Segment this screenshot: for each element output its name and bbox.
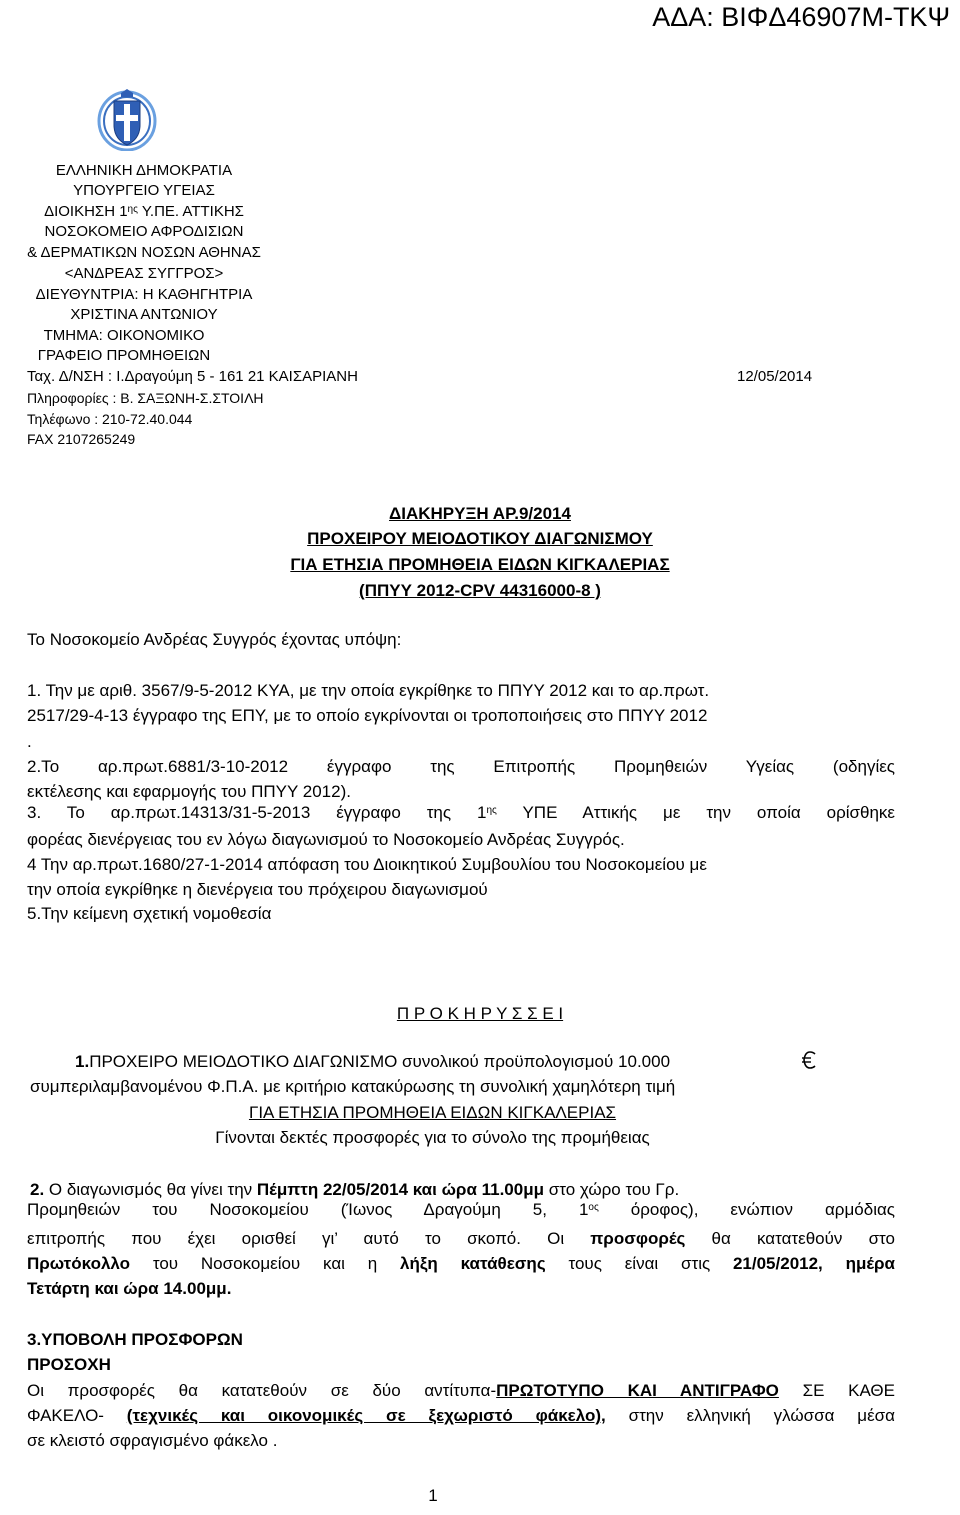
header-phone: Τηλέφωνο : 210-72.40.044: [27, 411, 193, 427]
consideration-4-line1: 4 Την αρ.πρωτ.1680/27-1-2014 απόφαση του Διοικητικού Συμβουλίου του Νοσοκομείου με: [27, 855, 707, 874]
header-date: 12/05/2014: [737, 368, 813, 385]
header-office: ΓΡΑΦΕΙΟ ΠΡΟΜΗΘΕΙΩΝ: [37, 347, 211, 364]
euro-sign-icon: [801, 1050, 833, 1074]
section2-line1: 2. Ο διαγωνισμός θα γίνει την Πέμπτη 22/05/2014 και ώρα 11.00μμ στο χώρο του Γρ.: [30, 1180, 680, 1199]
section2-line2: Προμηθειών του Νοσοκομείου (Ίωνος Δραγούμη 5, $1^{o\varsigma}$ όροφος), ενώπιον αρμόδιας: [27, 1200, 895, 1219]
consideration-4-line2: την οποία εγκρίθηκε η διενέργεια του πρόχειρου διαγωνισμού: [27, 880, 488, 899]
page-number: 1: [428, 1486, 438, 1505]
consideration-1-line2: 2517/29-4-13 έγγραφο της ΕΠΥ, με το οποίο εγκρίνονται οι τροποποιήσεις στο ΠΠΥΥ 2012: [27, 706, 708, 725]
section3-attention: ΠΡΟΣΟΧΗ: [27, 1355, 111, 1374]
proclaims-heading: Π Ρ Ο Κ Η Ρ Υ Σ Σ Ε Ι: [396, 1004, 564, 1023]
section1-line2: συμπεριλαμβανομένου Φ.Π.Α. με κριτήριο κατακύρωσης τη συνολική χαμηλότερη τιμή: [30, 1077, 676, 1096]
consideration-1-line1: 1. Την με αριθ. 3567/9-5-2012 ΚΥΑ, με την οποία εγκρίθηκε το ΠΠΥΥ 2012 και το αρ.πρωτ.: [27, 681, 710, 700]
header-director-name: ΧΡΙΣΤΙΝΑ ΑΝΤΩΝΙΟΥ: [70, 306, 218, 323]
header-department: ΤΜΗΜΑ: ΟΙΚΟΝΟΜΙΚΟ: [43, 327, 205, 344]
header-republic: ΕΛΛΗΝΙΚΗ ΔΗΜΟΚΡΑΤΙΑ: [55, 162, 233, 179]
intro-text: Το Νοσοκομείο Ανδρέας Συγγρός έχοντας υπόψη:: [27, 630, 402, 649]
consideration-5: 5.Την κείμενη σχετική νομοθεσία: [27, 904, 272, 923]
title-line4: (ΠΠΥΥ 2012-CPV 44316000-8 ): [359, 581, 601, 600]
ada-code: ΑΔΑ: ΒΙΦΔ46907Μ-ΤΚΨ: [652, 2, 950, 32]
header-ministry: ΥΠΟΥΡΓΕΙΟ ΥΓΕΙΑΣ: [73, 182, 215, 199]
title-line1: ΔΙΑΚΗΡΥΞΗ ΑΡ.9/2014: [389, 504, 571, 523]
section2-line4: Πρωτόκολλο του Νοσοκομείου και η λήξη κατάθεσης τους είναι στις 21/05/2012, ημέρα: [27, 1254, 896, 1273]
section1-line4: Γίνονται δεκτές προσφορές για το σύνολο της προμήθειας: [215, 1128, 650, 1147]
section1-line3: ΓΙΑ ΕΤΗΣΙΑ ΠΡΟΜΗΘΕΙΑ ΕΙΔΩΝ ΚΙΓΚΑΛΕΡΙΑΣ: [248, 1103, 617, 1122]
section1-line1: 1.ΠΡΟΧΕΙΡΟ ΜΕΙΟΔΟΤΙΚΟ ΔΙΑΓΩΝΙΣΜΟ συνολικού προϋπολογισμού 10.000: [75, 1052, 671, 1071]
title-line2: ΠΡΟΧΕΙΡΟΥ ΜΕΙΟΔΟΤΙΚΟΥ ΔΙΑΓΩΝΙΣΜΟΥ: [307, 529, 653, 548]
consideration-3-line1: 3. Το αρ.πρωτ.14313/31-5-2013 έγγραφο της $1^{\eta\varsigma}$ ΥΠΕ Αττικής με την οποία ορίσθηκε: [27, 803, 895, 822]
greek-coat-of-arms-icon: [97, 87, 157, 151]
consideration-1-line3: .: [27, 732, 32, 751]
header-administration: ΔΙΟΙΚΗΣΗ $1^{\eta\varsigma}$ Υ.ΠΕ. ΑΤΤΙΚΗΣ: [44, 203, 244, 220]
header-fax: FAX 2107265249: [27, 431, 136, 447]
consideration-2-line2: εκτέλεσης και εφαρμογής του ΠΠΥΥ 2012).: [27, 782, 351, 801]
header-hospital-name: <ΑΝΔΡΕΑΣ ΣΥΓΓΡΟΣ>: [64, 265, 224, 282]
section2-line5: Τετάρτη και ώρα 14.00μμ.: [27, 1279, 232, 1298]
title-line3: ΓΙΑ ΕΤΗΣΙΑ ΠΡΟΜΗΘΕΙΑ ΕΙΔΩΝ ΚΙΓΚΑΛΕΡΙΑΣ: [290, 555, 670, 574]
header-address: Ταχ. Δ/ΝΣΗ : Ι.Δραγούμη 5 - 161 21 ΚΑΙΣΑΡΙΑΝΗ: [27, 368, 358, 385]
header-hospital-line1: ΝΟΣΟΚΟΜΕΙΟ ΑΦΡΟΔΙΣΙΩΝ: [44, 223, 244, 240]
consideration-3-line2: φορέας διενέργειας του εν λόγω διαγωνισμού το Νοσοκομείο Ανδρέας Συγγρός.: [27, 830, 625, 849]
section3-line3: σε κλειστό σφραγισμένο φάκελο .: [27, 1431, 278, 1450]
section2-line3: επιτροπής που έχει ορισθεί γι’ αυτό το σκοπό. Οι προσφορές θα κατατεθούν στο: [27, 1229, 895, 1248]
header-director-title: ΔΙΕΥΘΥΝΤΡΙΑ: Η ΚΑΘΗΓΗΤΡΙΑ: [35, 286, 253, 303]
header-hospital-line2: & ΔΕΡΜΑΤΙΚΩΝ ΝΟΣΩΝ ΑΘΗΝΑΣ: [27, 244, 261, 261]
section3-line1: Οι προσφορές θα κατατεθούν σε δύο αντίτυπα-ΠΡΩΤΟΤΥΠΟ ΚΑΙ ΑΝΤΙΓΡΑΦΟ ΣΕ ΚΑΘΕ: [27, 1381, 895, 1400]
consideration-2-line1: 2.Το αρ.πρωτ.6881/3-10-2012 έγγραφο της Επιτροπής Προμηθειών Υγείας (οδηγίες: [27, 757, 895, 776]
header-info: Πληροφορίες : Β. ΣΑΞΩΝΗ-Σ.ΣΤΟΙΛΗ: [27, 390, 264, 406]
section3-title: 3.ΥΠΟΒΟΛΗ ΠΡΟΣΦΟΡΩΝ: [27, 1330, 243, 1349]
section3-line2: ΦΑΚΕΛΟ- (τεχνικές και οικονομικές σε ξεχωριστό φάκελο), στην ελληνική γλώσσα μέσα: [27, 1406, 895, 1425]
